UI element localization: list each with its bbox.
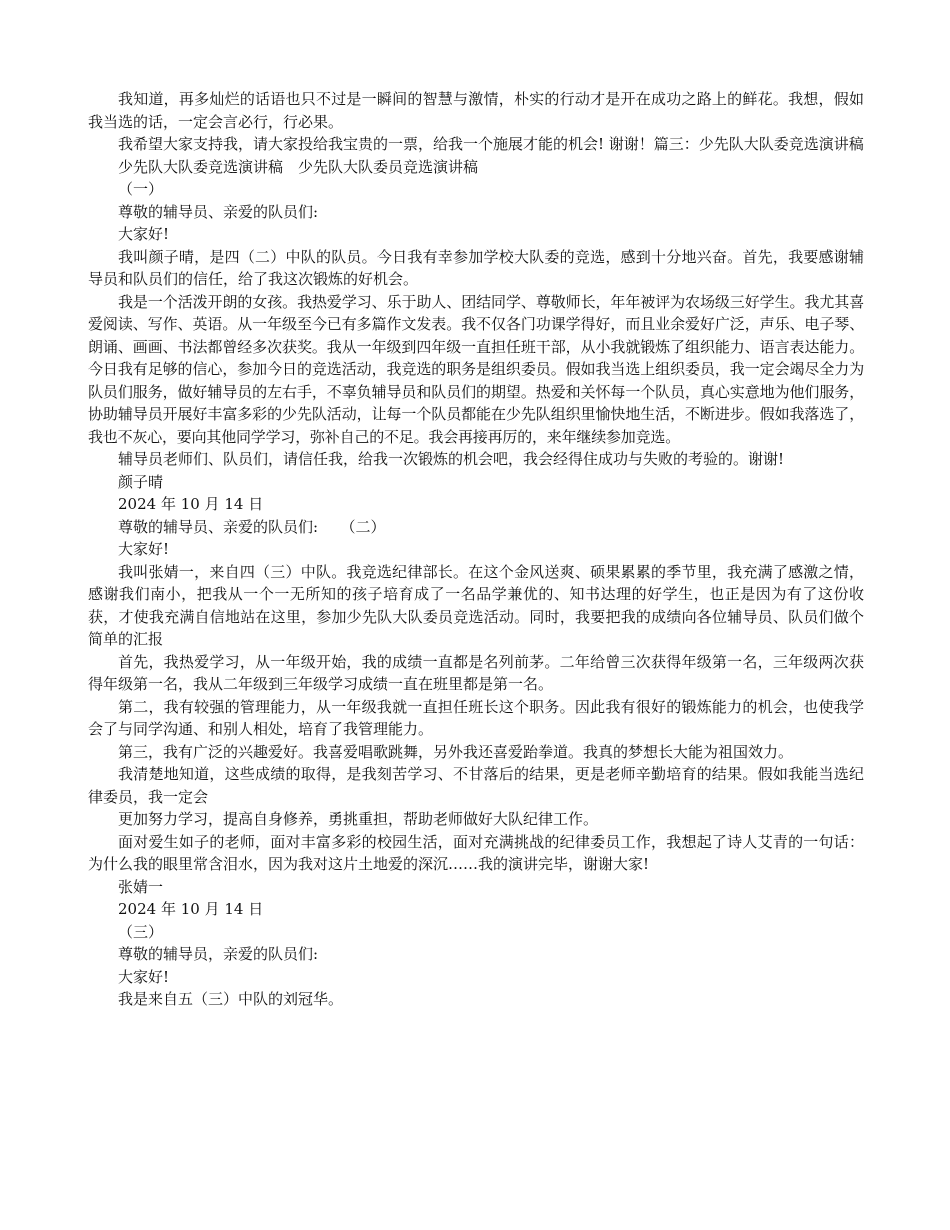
document-body: [88, 88, 864, 1011]
paragraph-conclusion: 面对爱生如子的老师，面对丰富多彩的校园生活，面对充满挑战的纪律委员工作，我想起了诗人艾青的一句话：为什么我的眼里常含泪水，因为我对这片土地爱的深沉……我的演讲完毕，谢谢大家!: [88, 832, 864, 873]
section-title: 少先队大队委竞选演讲稿 少先队大队委员竞选演讲稿: [118, 157, 479, 176]
paragraph-point-2: 第二，我有较强的管理能力，从一年级我就一直担任班长这个职务。因此我有很好的锻炼能力的机会，也使我学会了与同学沟通、和别人相处，培育了我管理能力。: [88, 697, 864, 738]
speech-number-1: （一）: [118, 180, 164, 198]
paragraph-introduction: 我是来自五（三）中队的刘冠华。: [118, 990, 344, 1008]
salutation: 尊敬的辅导员、亲爱的队员们:: [118, 202, 319, 221]
paragraph-closing-statement: 我知道，再多灿烂的话语也只不过是一瞬间的智慧与激情，朴实的行动才是开在成功之路上的鲜花。我想，假如我当选的话，一定会言必行，行必果。: [88, 90, 864, 131]
paragraph-promise: 我清楚地知道，这些成绩的取得，是我刻苦学习、不甘落后的结果，更是老师辛勤培育的结果。假如我能当选纪律委员，我一定会: [88, 765, 864, 806]
speech-number-3: （三）: [118, 922, 164, 941]
signature-name: 颜子晴: [118, 472, 164, 491]
signature-name: 张婧一: [118, 877, 164, 896]
greeting: 大家好!: [118, 540, 170, 558]
greeting: 大家好!: [118, 225, 170, 243]
signature-date: 2024 年 10 月 14 日: [118, 495, 264, 513]
greeting: 大家好!: [118, 967, 170, 986]
paragraph-introduction: 我叫张婧一，来自四（三）中队。我竞选纪律部长。在这个金风送爽、硕果累累的季节里，我充满了感激之情，感谢我们南小，把我从一个一无所知的孩子培育成了一名品学兼优的、知书达理的好学生，也正是因为有了这份收获，才使我充满自信地站在这里，参加少先队大队委员竞选活动。同时，我要把我的成绩向各位辅导员、队员们做个简单的汇报: [88, 562, 864, 648]
paragraph-introduction: 我叫颜子晴，是四（二）中队的队员。今日我有幸参加学校大队委的竞选，感到十分地兴奋。首先，我要感谢辅导员和队员们的信任，给了我这次锻炼的好机会。: [88, 247, 864, 288]
salutation: 尊敬的辅导员、亲爱的队员们: （二）: [118, 517, 386, 536]
paragraph-self-description: 我是一个活泼开朗的女孩。我热爱学习、乐于助人、团结同学、尊敬师长，年年被评为农场级三好学生。我尤其喜爱阅读、写作、英语。从一年级至今已有多篇作文发表。我不仅各门功课学得好，而且业余爱好广泛，声乐、电子琴、朗诵、画画、书法都曾经多次获奖。我从一年级到四年级一直担任班干部，从小我就锻炼了组织能力、语言表达能力。今日我有足够的信心，参加今日的竞选活动，我竞选的职务是组织委员。假如我当选上组织委员，我一定会竭尽全力为队员们服务，做好辅导员的左右手，不辜负辅导员和队员们的期望。热爱和关怀每一个队员，真心实意地为他们服务，协助辅导员开展好丰富多彩的少先队活动，让每一个队员都能在少先队组织里愉快地生活，不断进步。假如我落选了，我也不灰心，要向其他同学学习，弥补自己的不足。我会再接再厉的，来年继续参加竞选。: [88, 292, 864, 446]
paragraph-promise-continued: 更加努力学习，提高自身修养，勇挑重担，帮助老师做好大队纪律工作。: [118, 810, 599, 828]
signature-date: 2024 年 10 月 14 日: [118, 900, 264, 918]
paragraph-appeal: 辅导员老师们、队员们，请信任我，给我一次锻炼的机会吧，我会经得住成功与失败的考验的。谢谢!: [118, 450, 785, 468]
paragraph-point-3: 第三，我有广泛的兴趣爱好。我喜爱唱歌跳舞，另外我还喜爱跆拳道。我真的梦想长大能为祖国效力。: [118, 742, 794, 761]
salutation: 尊敬的辅导员，亲爱的队员们:: [118, 945, 319, 963]
paragraph-vote-request: 我希望大家支持我，请大家投给我宝贵的一票，给我一个施展才能的机会! 谢谢！篇三：少先队大队委竞选演讲稿: [118, 135, 864, 153]
paragraph-point-1: 首先，我热爱学习，从一年级开始，我的成绩一直都是名列前茅。二年给曾三次获得年级第一名，三年级两次获得年级第一名，我从二年级到三年级学习成绩一直在班里都是第一名。: [88, 652, 864, 693]
